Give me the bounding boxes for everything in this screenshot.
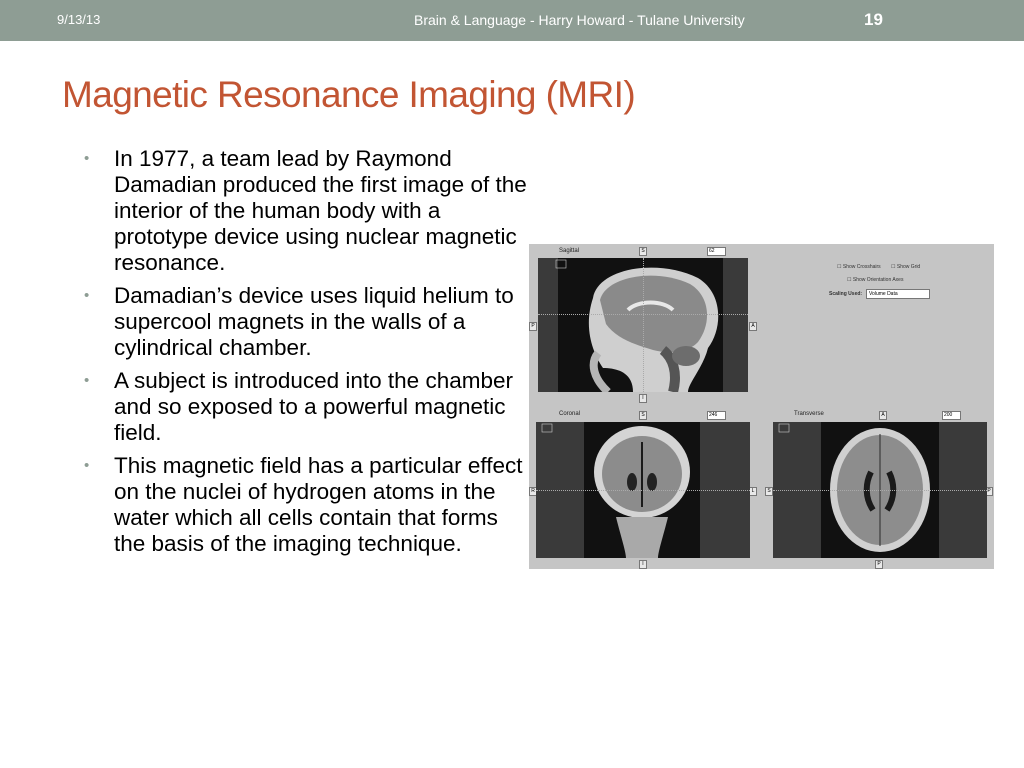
scaling-dropdown[interactable]	[866, 289, 930, 299]
slide-header-bar	[0, 0, 1024, 41]
show-orientation-label: Show Orientation Axes	[852, 277, 904, 283]
bullet-list	[72, 146, 527, 564]
scaling-label: Scaling Used:	[829, 291, 863, 297]
show-orientation-checkbox[interactable]: ☐ Show Orientation Axes	[847, 277, 904, 283]
coronal-right-orientation: L	[749, 487, 757, 496]
sagittal-bottom-orientation: I	[639, 394, 647, 403]
sagittal-label: Sagittal	[559, 248, 580, 254]
coronal-left-orientation: R	[529, 487, 537, 496]
sagittal-scan-image	[538, 258, 748, 392]
slide-number: 19	[864, 10, 883, 29]
slide-footer-text: Brain & Language - Harry Howard - Tulane University	[414, 12, 745, 28]
show-grid-label: Show Grid	[896, 264, 921, 270]
transverse-top-orientation: A	[879, 411, 887, 420]
slide-date: 9/13/13	[57, 12, 101, 27]
coronal-bottom-orientation: I	[639, 560, 647, 569]
transverse-right-orientation: P	[985, 487, 993, 496]
sagittal-slice-field: 62	[707, 247, 726, 256]
bullet-item: • Damadian’s device uses liquid helium to supercool magnets in the walls of a cylindrical chamber.	[72, 283, 527, 361]
transverse-slice-field: 200	[942, 411, 961, 420]
coronal-top-orientation: S	[639, 411, 647, 420]
mri-viewer-screenshot	[529, 244, 994, 569]
sagittal-right-orientation: A	[749, 322, 757, 331]
slide-title: Magnetic Resonance Imaging (MRI)	[62, 74, 636, 115]
coronal-scan-image	[536, 422, 750, 558]
sagittal-top-orientation: S	[639, 247, 647, 256]
scaling-dropdown-value: Volume Data	[869, 291, 898, 297]
transverse-bottom-orientation: P	[875, 560, 883, 569]
coronal-slice-field: 246	[707, 411, 726, 420]
show-crosshairs-label: Show Crosshairs	[842, 264, 881, 270]
bullet-item: • A subject is introduced into the chamber and so exposed to a powerful magnetic field.	[72, 368, 527, 446]
sagittal-left-orientation: P	[529, 322, 537, 331]
transverse-label: Transverse	[794, 411, 824, 417]
show-crosshairs-checkbox[interactable]: ☐ Show Crosshairs	[837, 264, 881, 270]
bullet-item: • In 1977, a team lead by Raymond Damadian produced the first image of the interior of the human body with a prototype device using nuclear magnetic resonance.	[72, 146, 527, 276]
show-grid-checkbox[interactable]: ☐ Show Grid	[891, 264, 921, 270]
coronal-label: Coronal	[559, 411, 581, 417]
bullet-item: • This magnetic field has a particular effect on the nuclei of hydrogen atoms in the water which all cells contain that forms the basis of the imaging technique.	[72, 453, 527, 557]
transverse-left-orientation: S	[765, 487, 773, 496]
transverse-scan-image	[773, 422, 987, 558]
